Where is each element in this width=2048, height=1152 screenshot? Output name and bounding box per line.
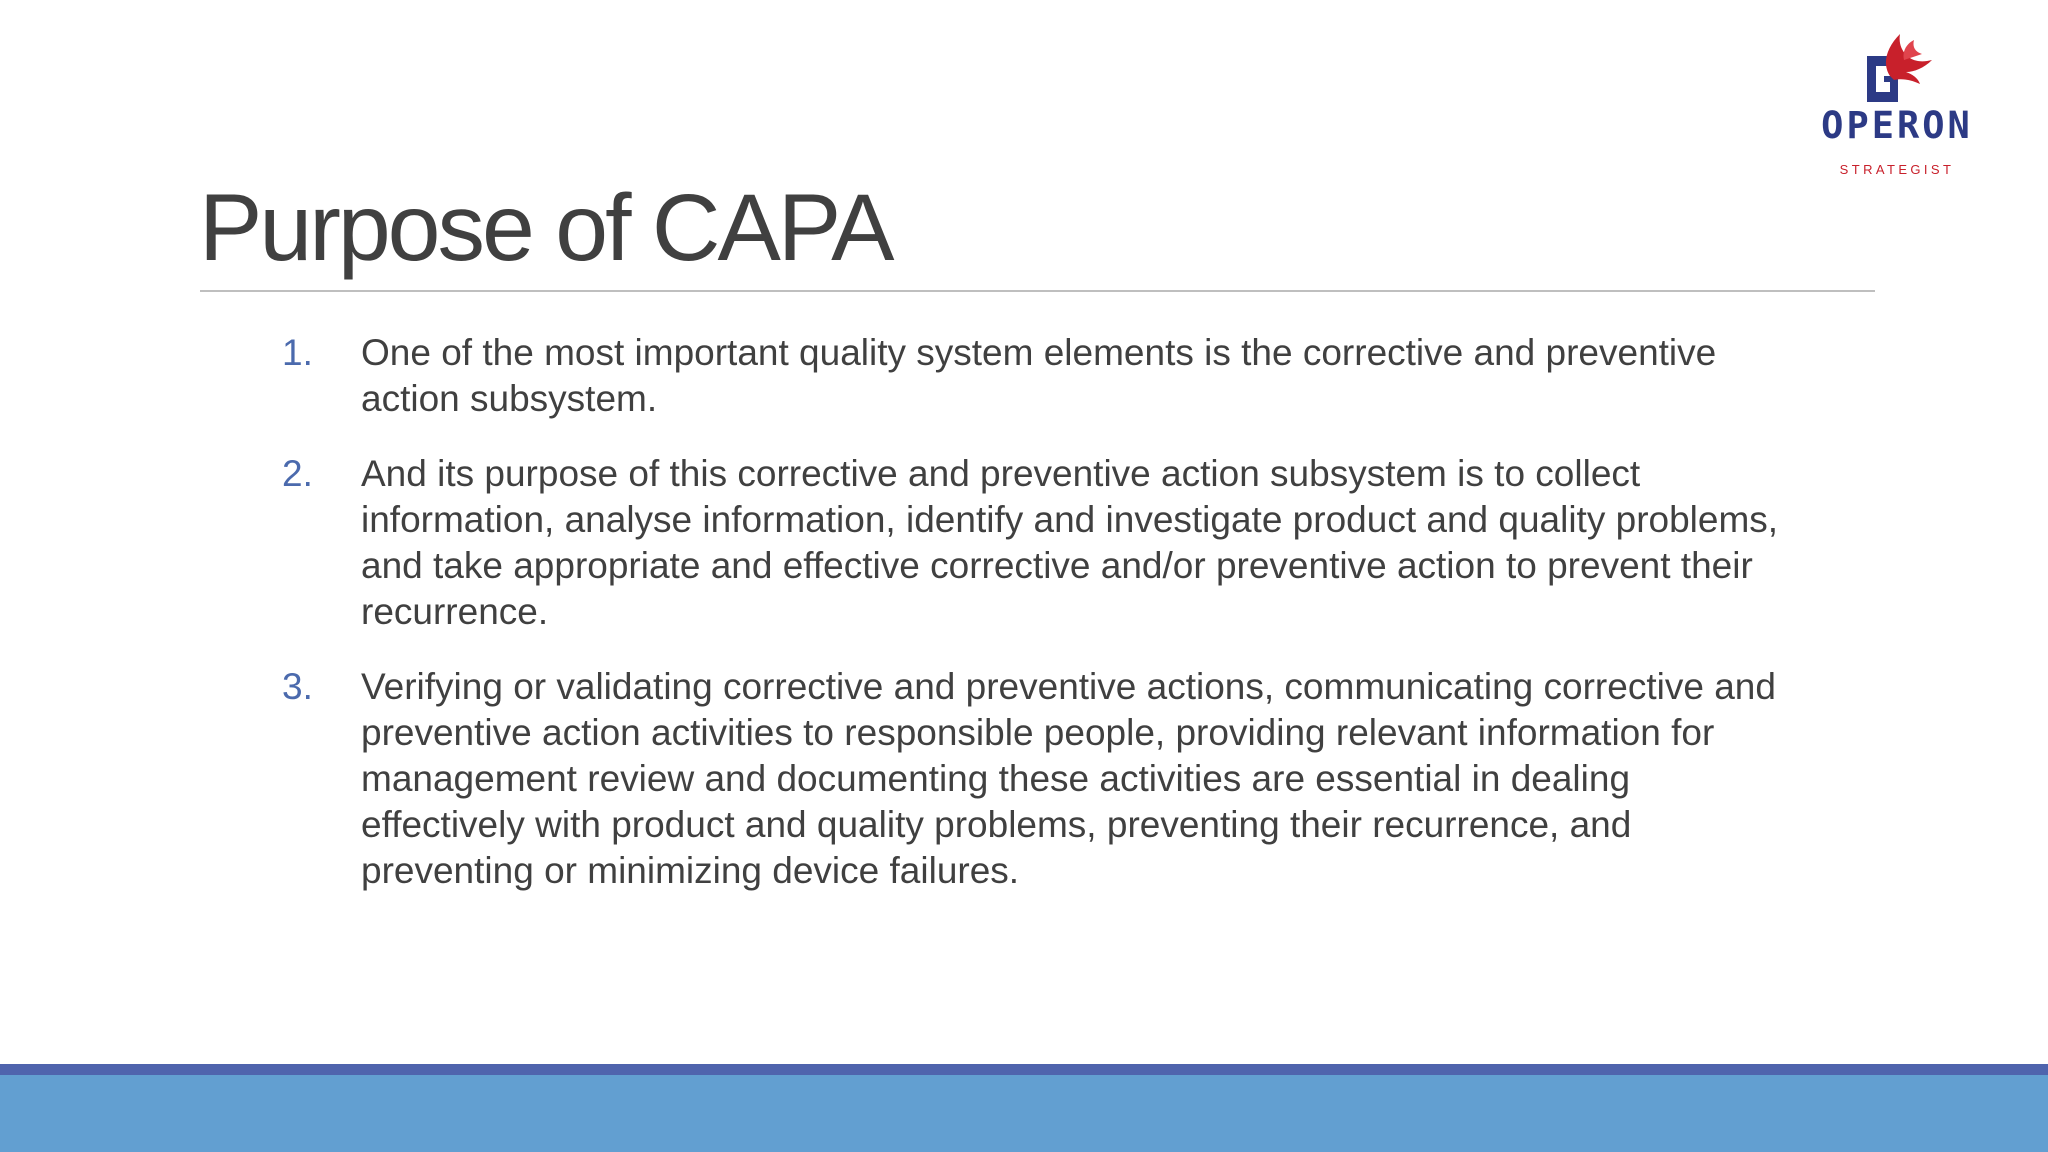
numbered-list [282,330,1782,923]
operon-flame-logo-icon [1812,30,1982,110]
list-number: 1. [282,332,313,373]
title-divider [200,290,1875,292]
footer-band [0,1075,2048,1152]
logo-wordmark: OPERON [1821,104,1973,147]
list-number: 3. [282,666,313,707]
logo-tagline: STRATEGIST [1839,162,1955,177]
footer-accent-line [0,1064,2048,1075]
list-item [282,664,1782,894]
slide-title: Purpose of CAPA [199,175,892,281]
list-text: And its purpose of this corrective and preventive action subsystem is to collect information, analyse information, identify and investigate product and quality problems, and take appropriate and effective corrective and/or preventive action to prevent their recurrence. [361,453,1779,632]
list-text: Verifying or validating corrective and preventive actions, communicating corrective and preventive action activities to responsible people, providing relevant information for management review and documenting these activities are essential in dealing effectively with product and quality problems, preventing their recurrence, and preventing or minimizing device failures. [361,666,1776,891]
list-item [282,451,1782,635]
list-text: One of the most important quality system elements is the corrective and preventive action subsystem. [361,332,1717,419]
list-item [282,330,1782,422]
list-number: 2. [282,453,313,494]
company-logo [1812,30,1982,177]
